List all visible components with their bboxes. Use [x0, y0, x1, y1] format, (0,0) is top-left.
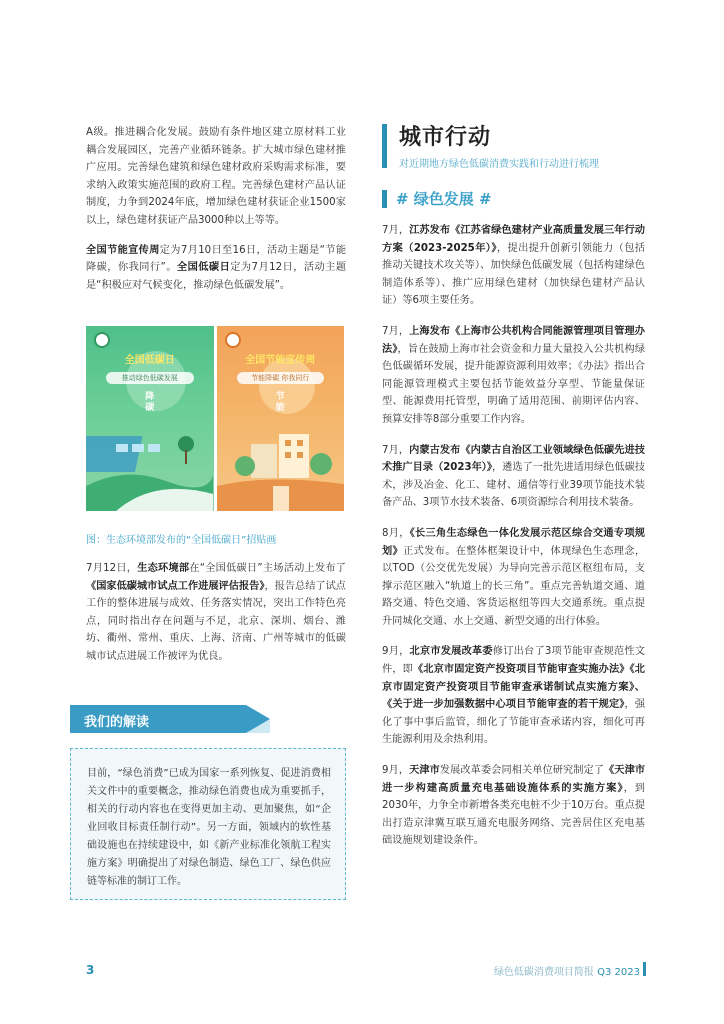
item-jiangsu	[382, 222, 645, 310]
poster-left-vertical: 降碳	[145, 392, 155, 413]
p3-bold-report: 《国家低碳城市试点工作进展评估报告》	[86, 580, 265, 592]
item-tianjin	[382, 762, 645, 850]
interpretation-box	[70, 748, 346, 900]
poster-right-title: 全国节能宣传周	[245, 355, 316, 366]
item-jiangsu-date: 7月，	[382, 225, 410, 236]
section-accent-bar	[382, 190, 387, 208]
poster-energy-week	[217, 326, 345, 521]
item-shanghai-text: ，旨在鼓励上海市社会资金和力量大量投入公共机构绿色低碳循环发展，提升能源资源利用效率；《办法》指出合同能源管理模式主要包括节能效益分享型、节能量保证型、能源费用托管型，明确了适用范围、前期评估内容、预算安排等8部分重要工作内容。	[382, 343, 646, 425]
item-inner-mongolia	[382, 442, 645, 512]
item-shanghai	[382, 323, 645, 429]
item-beijing-text2: ，强化了事中事后监管，细化了节能审查承诺内容，细化可再生能源利用及余热利用。	[382, 699, 646, 746]
low-carbon-day-text: 定为7月12日，活动主题是“积极应对气候变化，推动绿色低碳发展”。	[86, 262, 347, 291]
poster-right-footer	[217, 511, 345, 521]
page-number: 3	[86, 963, 95, 977]
p3-text2: ，报告总结了试点工作的整体进展与成效、任务落实情况，突出工作特色亮点，同时指出存在问题与不足，北京、深圳、烟台、潍坊、衢州、常州、重庆、上海、济南、广州等城市的低碳城市试点进展工作被评为优良。	[86, 580, 346, 662]
title-accent-bar	[382, 124, 387, 168]
poster-low-carbon-day	[86, 326, 214, 521]
interpretation-header	[70, 705, 270, 733]
item-yangtze-delta-text: 正式发布。在整体框架设计中，体现绿色生态理念，以TOD（公交优先发展）为导向完善示范区枢纽布局，支撑示范区融入“轨道上的长三角”。重点完善轨道交通、道路交通、特色交通、客货运枢纽等四大交通系统。重点提升同城化交通、水上交通、新型交通的出行体验。	[382, 545, 646, 627]
ministry-logo-icon	[94, 332, 110, 348]
item-jiangsu-bold: 江苏发布《江苏省绿色建材产业高质量发展三年行动方案（2023-2025年）》	[382, 225, 645, 254]
energy-week-text: 定为7月10日至16日，活动主题是“节能降碳，你我同行”。	[86, 244, 347, 274]
item-beijing	[382, 643, 645, 749]
low-carbon-day-bold: 全国低碳日	[176, 262, 231, 274]
item-beijing-date: 9月，	[382, 646, 410, 658]
poster-right-subtitle: 节能降碳 你我同行	[237, 372, 325, 384]
ministry-logo-icon	[225, 332, 241, 348]
p3-text1: 在“全国低碳日”主场活动上发布了	[189, 563, 346, 574]
item-tianjin-text2: ，到2030年，力争全市新增各类充电桩不少于10万台。重点提出打造京津冀互联互通充电服务网络、完善居住区充电基础设施规划建设条件。	[382, 782, 646, 847]
item-inner-mongolia-bold: 内蒙古发布《内蒙古自治区工业领域绿色低碳先进技术推广目录（2023年）》	[382, 444, 645, 474]
item-inner-mongolia-date: 7月，	[382, 444, 410, 456]
item-tianjin-bold: 天津市	[409, 765, 440, 777]
item-beijing-text1: 修订出台了3项节能审查规范性文件，即	[382, 646, 646, 676]
poster-right-vertical: 节能	[275, 392, 285, 413]
item-shanghai-date: 7月，	[382, 325, 410, 337]
item-yangtze-delta-date: 8月，	[382, 527, 410, 539]
page-subtitle: 对近期地方绿色低碳消费实践和行动进行梳理	[399, 159, 599, 170]
item-tianjin-date: 9月，	[382, 765, 410, 777]
image-caption: 图：生态环境部发布的“全国低碳日”招贴画	[86, 535, 277, 546]
left-column-lower	[86, 560, 346, 666]
paragraph-green-materials: A级。推进耦合化发展。鼓励有条件地区建立原材料工业耦合发展园区，完善产业循环链条。扩大城市绿色建材推广应用。完善绿色建筑和绿色建材政府采购需求标准，要求纳入政策实施范围的政府工程。完善绿色建材产品认证制度，力争到2024年底，增加绿色建材获证企业1500家以上，绿色建材获证产品3000种以上等等。	[86, 127, 346, 226]
energy-week-bold: 全国节能宣传周	[86, 244, 160, 256]
item-tianjin-bold2: 《天津市进一步构建高质量充电基础设施体系的实施方案》	[382, 765, 646, 794]
interpretation-title: 我们的解读	[84, 715, 150, 730]
p3-bold-ministry: 生态环境部	[137, 563, 190, 574]
footer-title: 绿色低碳消费项目简报	[493, 967, 594, 978]
footer-accent-bar	[643, 962, 646, 976]
item-beijing-bold: 北京市发展改革委	[409, 646, 493, 658]
item-yangtze-delta	[382, 525, 645, 631]
section-title: # 绿色发展 #	[396, 190, 492, 208]
page-title: 城市行动	[399, 125, 492, 150]
poster-image-row	[86, 326, 344, 521]
item-inner-mongolia-text: ，遴选了一批先进适用绿色低碳技术，涉及冶金、化工、建材、通信等行业39项节能技术装备产品、3项节水技术装备、6项资源综合利用技术装备。	[382, 462, 645, 509]
footer-publication	[494, 963, 640, 978]
item-shanghai-bold: 上海发布《上海市公共机构合同能源管理项目管理办法》	[382, 325, 645, 355]
poster-left-footer	[86, 511, 214, 521]
item-beijing-bold2: 《北京市固定资产投资项目节能审查实施办法》《北京市固定资产投资项目节能审查承诺制试点实施方案》、《关于进一步加强数据中心项目节能审查的若干规定》	[382, 664, 645, 711]
footer-quarter: Q3 2023	[597, 967, 640, 978]
interpretation-text: 目前，“绿色消费”已成为国家一系列恢复、促进消费相关文件中的重要概念，推动绿色消费也成为重要抓手，相关的行动内容也在变得更加主动、更加聚焦，如“企业回收目标责任制行动”。另一方面，领域内的软性基础设施也在持续建设中，如《新产业标准化领航工程实施方案》明确提出了对绿色制造、绿色工厂、绿色供应链等标准的制订工作。	[87, 768, 331, 887]
item-jiangsu-text: ，提出提升创新引领能力（包括推动关键技术攻关等）、加快绿色低碳发展（包括构建绿色制造体系等）、推广应用绿色建材（加快绿色建材产品认证）等6项主要任务。	[382, 242, 645, 307]
right-column	[382, 222, 645, 850]
item-tianjin-text1: 发展改革委会同相关单位研究制定了	[439, 765, 605, 777]
item-yangtze-delta-bold: 《长三角生态绿色一体化发展示范区综合交通专项规划》	[382, 527, 645, 557]
left-column	[86, 124, 346, 294]
paragraph-evaluation-report	[86, 560, 346, 666]
poster-left-title: 全国低碳日	[124, 355, 175, 366]
p3-lead: 7月12日，	[86, 563, 138, 574]
poster-left-subtitle: 推动绿色低碳发展	[106, 372, 194, 384]
paragraph-energy-week	[86, 242, 346, 295]
